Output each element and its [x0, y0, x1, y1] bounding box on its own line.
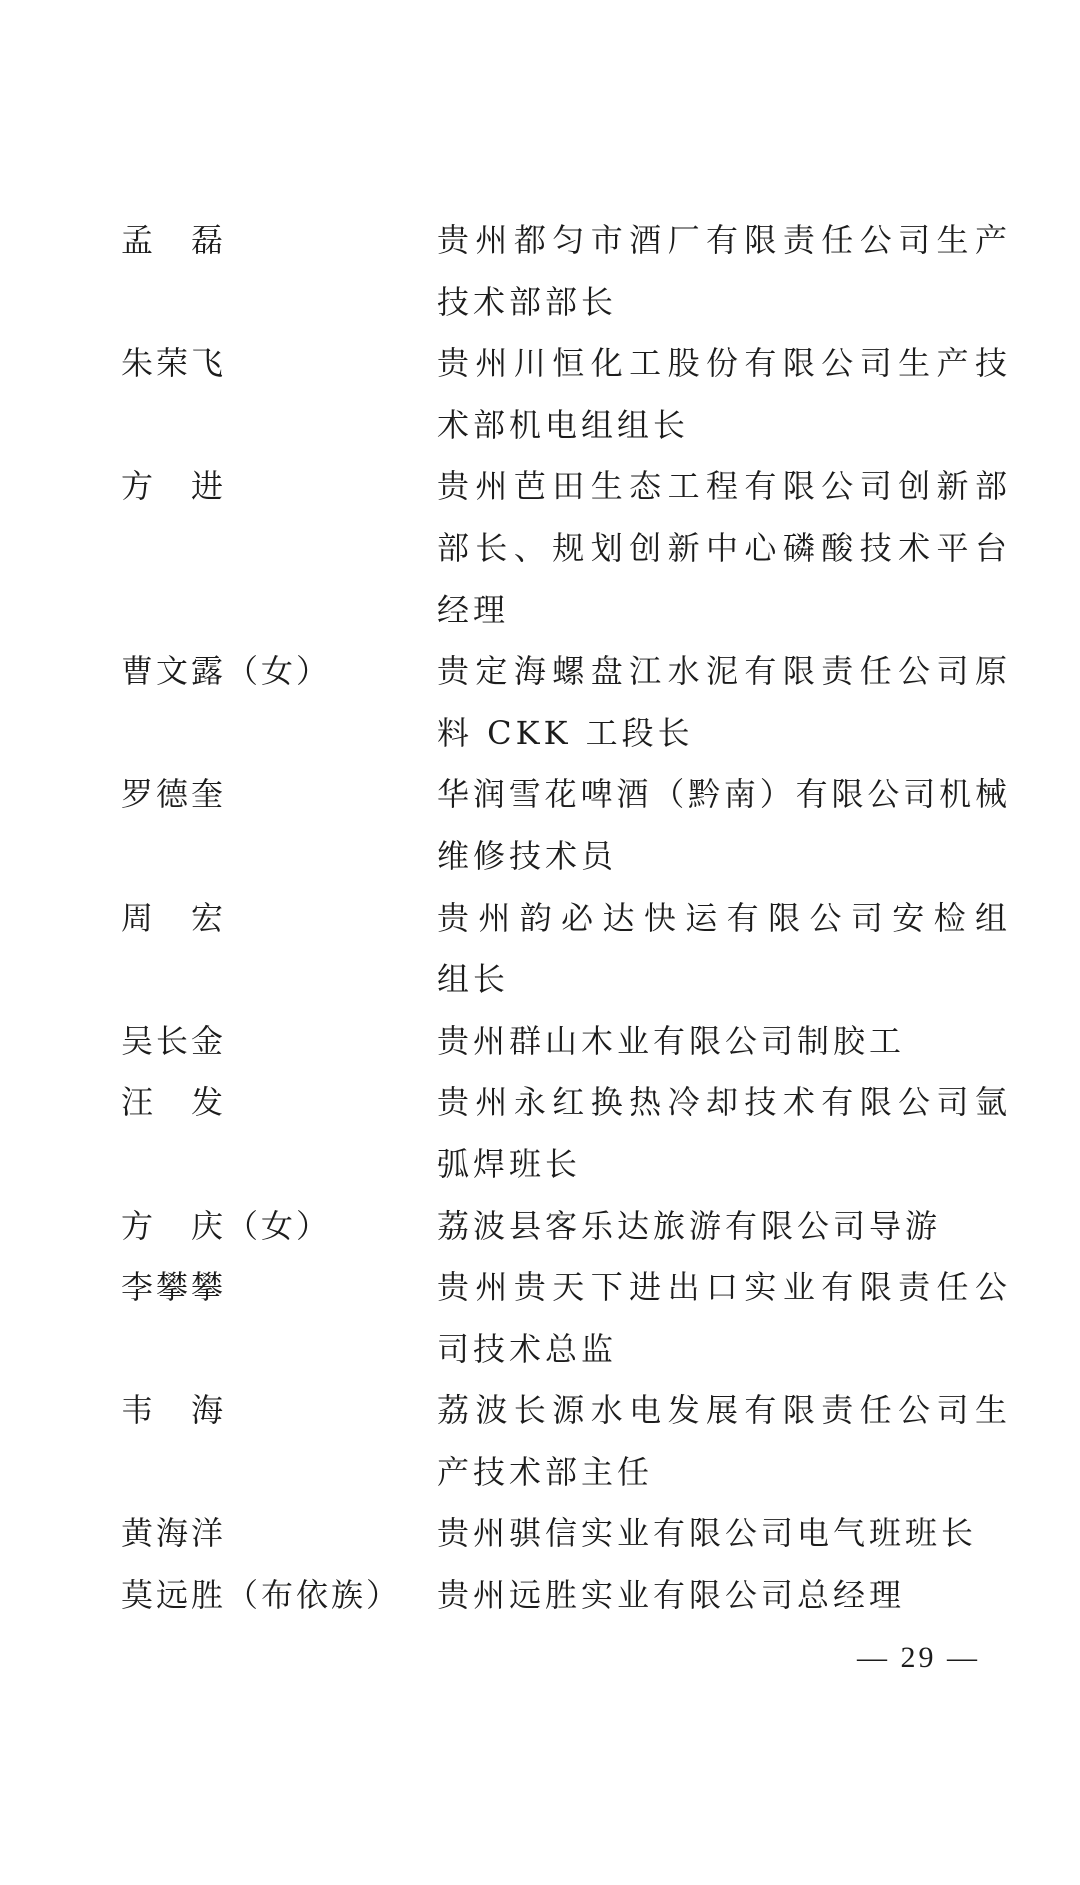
org-line: 荔波长源水电发展有限责任公司生 [437, 1391, 1007, 1430]
person-name: 方 庆（女） [121, 1206, 332, 1245]
organization-title [437, 888, 1007, 1011]
org-line: 维修技术员 [437, 836, 618, 875]
organization-title [437, 1380, 1007, 1503]
organization-title [437, 641, 1007, 764]
person-name: 汪 发 [121, 1083, 227, 1122]
organization-title [437, 1072, 1007, 1195]
person-name: 方 进 [121, 467, 227, 506]
org-line: 贵州韵必达快运有限公司安检组 [437, 898, 1007, 937]
honoree-list [121, 210, 1007, 1627]
organization-title [437, 1011, 1007, 1073]
list-entry [121, 1257, 1007, 1380]
organization-title [437, 333, 1007, 456]
list-entry [121, 1565, 1007, 1627]
org-line: 贵州群山木业有限公司制胶工 [437, 1021, 906, 1060]
org-line: 贵州川恒化工股份有限公司生产技 [437, 344, 1007, 383]
person-name: 曹文露（女） [121, 652, 332, 691]
list-entry [121, 1380, 1007, 1503]
org-line: 产技术部主任 [437, 1452, 654, 1491]
person-name: 朱荣飞 [121, 344, 227, 383]
organization-title [437, 1196, 1007, 1258]
organization-title [437, 1565, 1007, 1627]
org-line: 贵州永红换热冷却技术有限公司氩 [437, 1083, 1007, 1122]
organization-title [437, 456, 1007, 641]
person-name: 莫远胜（布依族） [121, 1576, 402, 1615]
org-line: 组长 [437, 960, 510, 999]
person-name: 李攀攀 [121, 1268, 227, 1307]
org-line: 料 CKK 工段长 [437, 713, 694, 752]
org-line: 部长、规划创新中心磷酸技术平台 [437, 528, 1007, 567]
list-entry [121, 1503, 1007, 1565]
person-name: 罗德奎 [121, 775, 227, 814]
person-name: 周 宏 [121, 898, 227, 937]
list-entry [121, 764, 1007, 887]
org-line: 贵州贵天下进出口实业有限责任公 [437, 1268, 1007, 1307]
org-line: 华润雪花啤酒（黔南）有限公司机械 [437, 775, 1007, 814]
person-name: 黄海洋 [121, 1514, 227, 1553]
organization-title [437, 1257, 1007, 1380]
organization-title [437, 210, 1007, 333]
org-line: 司技术总监 [437, 1329, 618, 1368]
org-line: 经理 [437, 590, 510, 629]
org-line: 术部机电组组长 [437, 405, 690, 444]
list-entry [121, 1072, 1007, 1195]
list-entry [121, 1011, 1007, 1073]
org-line: 贵州骐信实业有限公司电气班班长 [437, 1514, 978, 1553]
org-line: 贵州远胜实业有限公司总经理 [437, 1576, 906, 1615]
person-name: 孟 磊 [121, 221, 227, 259]
organization-title [437, 1503, 1007, 1565]
list-entry [121, 210, 1007, 333]
list-entry [121, 1196, 1007, 1258]
list-entry [121, 456, 1007, 641]
organization-title [437, 764, 1007, 887]
org-line: 贵州芭田生态工程有限公司创新部 [437, 467, 1007, 506]
org-line: 弧焊班长 [437, 1144, 582, 1183]
person-name: 吴长金 [121, 1021, 227, 1060]
list-entry [121, 641, 1007, 764]
page-number: — 29 — [857, 1641, 980, 1674]
org-line: 贵定海螺盘江水泥有限责任公司原 [437, 652, 1007, 691]
org-line: 贵州都匀市酒厂有限责任公司生产 [437, 221, 1007, 259]
org-line: 技术部部长 [437, 282, 618, 321]
org-line: 荔波县客乐达旅游有限公司导游 [437, 1206, 942, 1245]
list-entry [121, 888, 1007, 1011]
person-name: 韦 海 [121, 1391, 227, 1430]
list-entry [121, 333, 1007, 456]
